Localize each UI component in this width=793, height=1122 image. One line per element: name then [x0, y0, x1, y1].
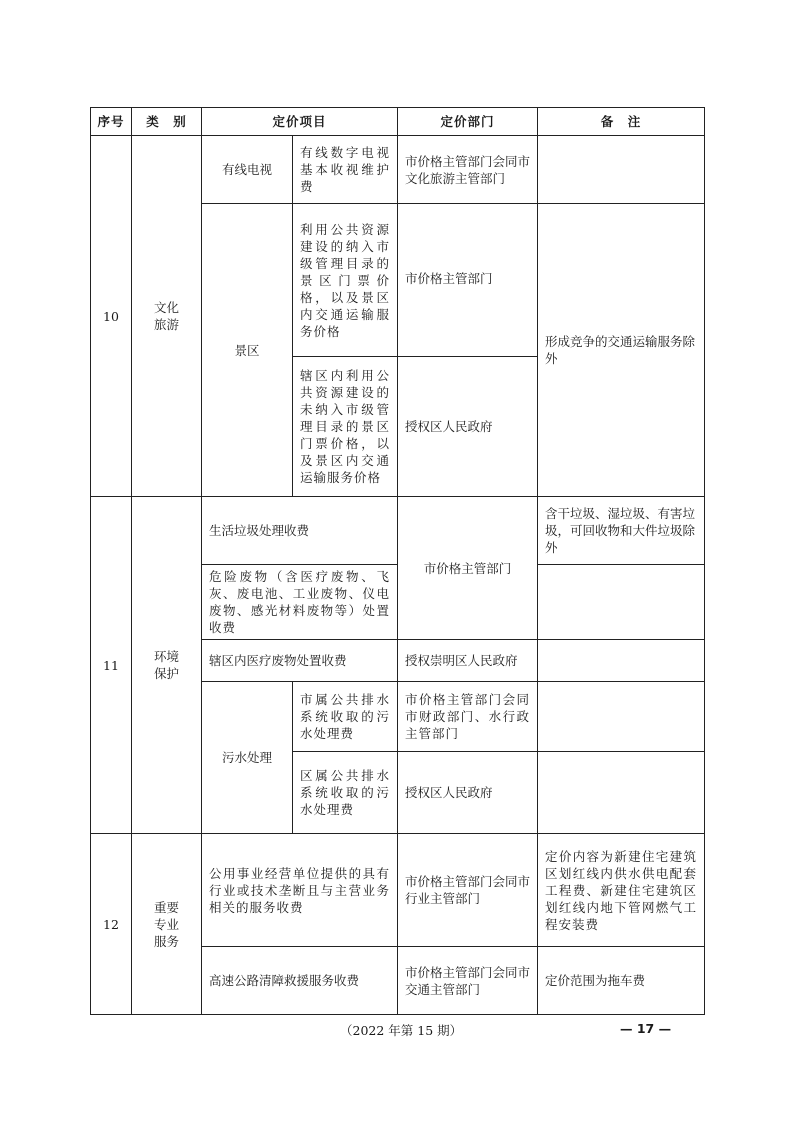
item-scenic-city: 利用公共资源建设的纳入市级管理目录的景区门票价格，以及景区内交通运输服务价格 [293, 204, 398, 357]
row-no: 10 [91, 136, 132, 497]
item-cable-tv: 有线电视 [202, 136, 293, 204]
note-towing: 定价范围为拖车费 [538, 947, 705, 1015]
dept-sewage-city: 市价格主管部门会同市财政部门、水行政主管部门 [398, 682, 538, 752]
page-number: — 17 — [620, 1021, 672, 1036]
table-header-row [91, 108, 705, 136]
item-sewage-city: 市属公共排水系统收取的污水处理费 [293, 682, 398, 752]
item-sewage: 污水处理 [202, 682, 293, 834]
header-dept: 定价部门 [398, 108, 538, 136]
table-row [91, 136, 705, 204]
dept-sewage-district: 授权区人民政府 [398, 752, 538, 834]
note-hazardous [538, 565, 705, 640]
row-category: 环境 保护 [132, 497, 202, 834]
item-garbage: 生活垃圾处理收费 [202, 497, 398, 565]
note-sewage-district [538, 752, 705, 834]
dept-waste: 市价格主管部门 [398, 497, 538, 640]
header-category: 类 别 [132, 108, 202, 136]
table-row [91, 834, 705, 947]
row-no: 12 [91, 834, 132, 1015]
item-cable-tv-fee: 有线数字电视基本收视维护费 [293, 136, 398, 204]
item-medical: 辖区内医疗废物处置收费 [202, 640, 398, 682]
note-garbage: 含干垃圾、湿垃圾、有害垃圾，可回收物和大件垃圾除外 [538, 497, 705, 565]
issue-label: （2022 年第 15 期） [340, 1023, 463, 1038]
note-sewage-city [538, 682, 705, 752]
item-hazardous: 危险废物（含医疗废物、飞灰、废电池、工业废物、仪电废物、感光材料废物等）处置收费 [202, 565, 398, 640]
item-scenic-district: 辖区内利用公共资源建设的未纳入市级管理目录的景区门票价格，以及景区内交通运输服务价格 [293, 357, 398, 497]
row-no: 11 [91, 497, 132, 834]
dept-utility: 市价格主管部门会同市行业主管部门 [398, 834, 538, 947]
dept-towing: 市价格主管部门会同市交通主管部门 [398, 947, 538, 1015]
note-scenic: 形成竞争的交通运输服务除外 [538, 204, 705, 497]
row-category: 重要 专业 服务 [132, 834, 202, 1015]
dept-scenic-district: 授权区人民政府 [398, 357, 538, 497]
row-category: 文化 旅游 [132, 136, 202, 497]
note-cable-tv [538, 136, 705, 204]
header-no: 序号 [91, 108, 132, 136]
header-item: 定价项目 [202, 108, 398, 136]
item-utility: 公用事业经营单位提供的具有行业或技术垄断且与主营业务相关的服务收费 [202, 834, 398, 947]
item-sewage-district: 区属公共排水系统收取的污水处理费 [293, 752, 398, 834]
note-medical [538, 640, 705, 682]
header-note: 备 注 [538, 108, 705, 136]
table-row [91, 497, 705, 565]
dept-cable-tv: 市价格主管部门会同市文化旅游主管部门 [398, 136, 538, 204]
item-scenic: 景区 [202, 204, 293, 497]
pricing-table [90, 107, 705, 1015]
dept-scenic-city: 市价格主管部门 [398, 204, 538, 357]
note-utility: 定价内容为新建住宅建筑区划红线内供水供电配套工程费、新建住宅建筑区划红线内地下管网燃气工程安装费 [538, 834, 705, 947]
item-towing: 高速公路清障救援服务收费 [202, 947, 398, 1015]
dept-medical: 授权崇明区人民政府 [398, 640, 538, 682]
